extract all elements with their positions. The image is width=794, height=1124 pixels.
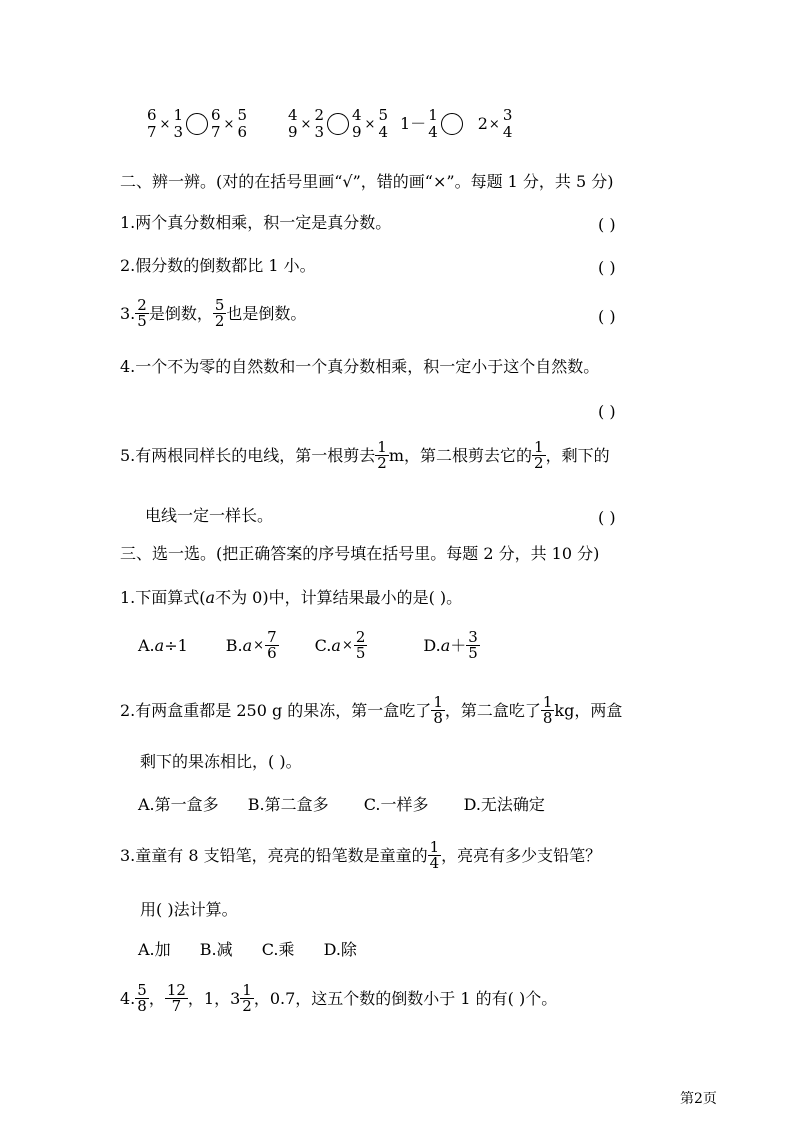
q-number: 4. [120,988,136,1008]
separator: ， [148,988,165,1008]
times-sign: × [159,116,171,132]
compare-circle[interactable] [327,113,349,135]
fraction: 4 9 [288,106,298,142]
option-a[interactable]: A.第一盒多 [138,795,219,814]
section2-q2: 2.假分数的倒数都比 1 小。 [120,256,316,275]
q-text: 是倒数， [148,303,213,323]
answer-paren[interactable]: ( ) [598,258,616,277]
q-text: ，剩下的 [545,445,610,465]
section3-q2 [120,695,622,727]
option-b[interactable]: B.减 [199,940,233,959]
section2-q5 [120,440,610,472]
q-text: 5.有两根同样长的电线，第一根剪去 [120,445,376,465]
fraction: 2 5 [137,296,147,331]
two: 2 [477,114,488,134]
fraction: 6 7 [147,106,157,142]
fraction: 4 9 [352,106,362,142]
variable: a [205,588,216,607]
one-minus: 1－ [400,114,427,134]
q-text: ，0.7，这五个数的倒数小于 1 的有( )个。 [253,988,558,1008]
section2-title: 二、辨一辨。(对的在括号里画“√”，错的画“×”。每题 1 分，共 5 分) [120,172,614,191]
section3-q1-options [138,630,480,662]
fraction: 2 3 [314,106,324,142]
section3-q2-options [138,797,545,813]
section2-q5-line2: 电线一定一样长。 [145,506,274,525]
option-c[interactable]: C. a × 2 5 [314,628,366,663]
section3-q3 [120,840,601,872]
fraction: 1 4 [428,106,438,142]
q-text: 也是倒数。 [226,303,307,323]
option-c[interactable]: C.一样多 [363,795,429,814]
compare-row [286,108,390,141]
fraction: 1 2 [242,981,252,1016]
q-text: 不为 0)中，计算结果最小的是( )。 [215,588,463,607]
fraction: 3 5 [468,628,478,663]
section3-q3-line2: 用( )法计算。 [140,900,238,919]
times-sign: × [364,116,376,132]
fraction: 5 6 [237,106,247,142]
fraction: 1 2 [534,438,544,473]
section3-q4 [120,983,557,1015]
fraction: 1 4 [429,838,440,873]
section2-q3 [120,298,306,330]
fraction: 2 5 [355,628,366,663]
section3-q1 [120,590,462,606]
section2-q1: 1.两个真分数相乘，积一定是真分数。 [120,213,392,232]
q-text: 2.有两盒重都是 250 g 的果冻，第一盒吃了 [120,700,432,720]
answer-paren[interactable]: ( ) [598,402,616,421]
option-d[interactable]: D.无法确定 [463,795,545,814]
section3-q2-line2: 剩下的果冻相比，( )。 [140,752,302,771]
q-text: m，第二根剪去它的 [388,445,533,465]
section3-q3-options [138,942,357,958]
compare-row [400,108,514,141]
fraction: 1 3 [173,106,183,142]
section2-q4: 4.一个不为零的自然数和一个真分数相乘，积一定小于这个自然数。 [120,357,600,376]
q-text: ，亮亮有多少支铅笔？ [441,845,602,865]
compare-circle[interactable] [441,113,463,135]
fraction: 1 8 [433,693,443,728]
fraction: 1 2 [377,438,387,473]
option-b[interactable]: B.第二盒多 [247,795,329,814]
answer-paren[interactable]: ( ) [598,508,616,527]
q-number: 3. [120,303,136,323]
q-text: ，1，3 [187,988,241,1008]
fraction: 5 4 [378,106,388,142]
compare-row [145,108,249,141]
times-sign: × [223,116,235,132]
page-number: 第2页 [680,1091,717,1107]
fraction: 1 8 [542,693,553,728]
fraction: 3 4 [502,106,513,142]
fraction: 6 7 [211,106,221,142]
times-sign: × [488,116,500,132]
q-text: ，第二盒吃了 [444,700,541,720]
fraction: 7 6 [267,628,277,663]
answer-paren[interactable]: ( ) [598,307,616,326]
fraction: 5 8 [137,981,147,1016]
option-a[interactable]: A. a ÷1 [138,635,188,655]
option-b[interactable]: B. a × 7 6 [225,628,277,663]
compare-circle[interactable] [186,113,208,135]
times-sign: × [300,116,312,132]
fraction: 12 7 [166,981,186,1016]
q-text: 3.童童有 8 支铅笔，亮亮的铅笔数是童童的 [120,845,428,865]
q-text: 1.下面算式( [120,588,206,607]
section3-title: 三、选一选。(把正确答案的序号填在括号里。每题 2 分，共 10 分) [120,544,600,563]
option-d[interactable]: D.除 [323,940,357,959]
option-d[interactable]: D. a ＋ 3 5 [423,628,478,663]
option-a[interactable]: A.加 [138,940,171,959]
answer-paren[interactable]: ( ) [598,215,616,234]
fraction: 5 2 [214,296,225,331]
q-text: kg，两盒 [554,700,623,720]
option-c[interactable]: C.乘 [261,940,295,959]
